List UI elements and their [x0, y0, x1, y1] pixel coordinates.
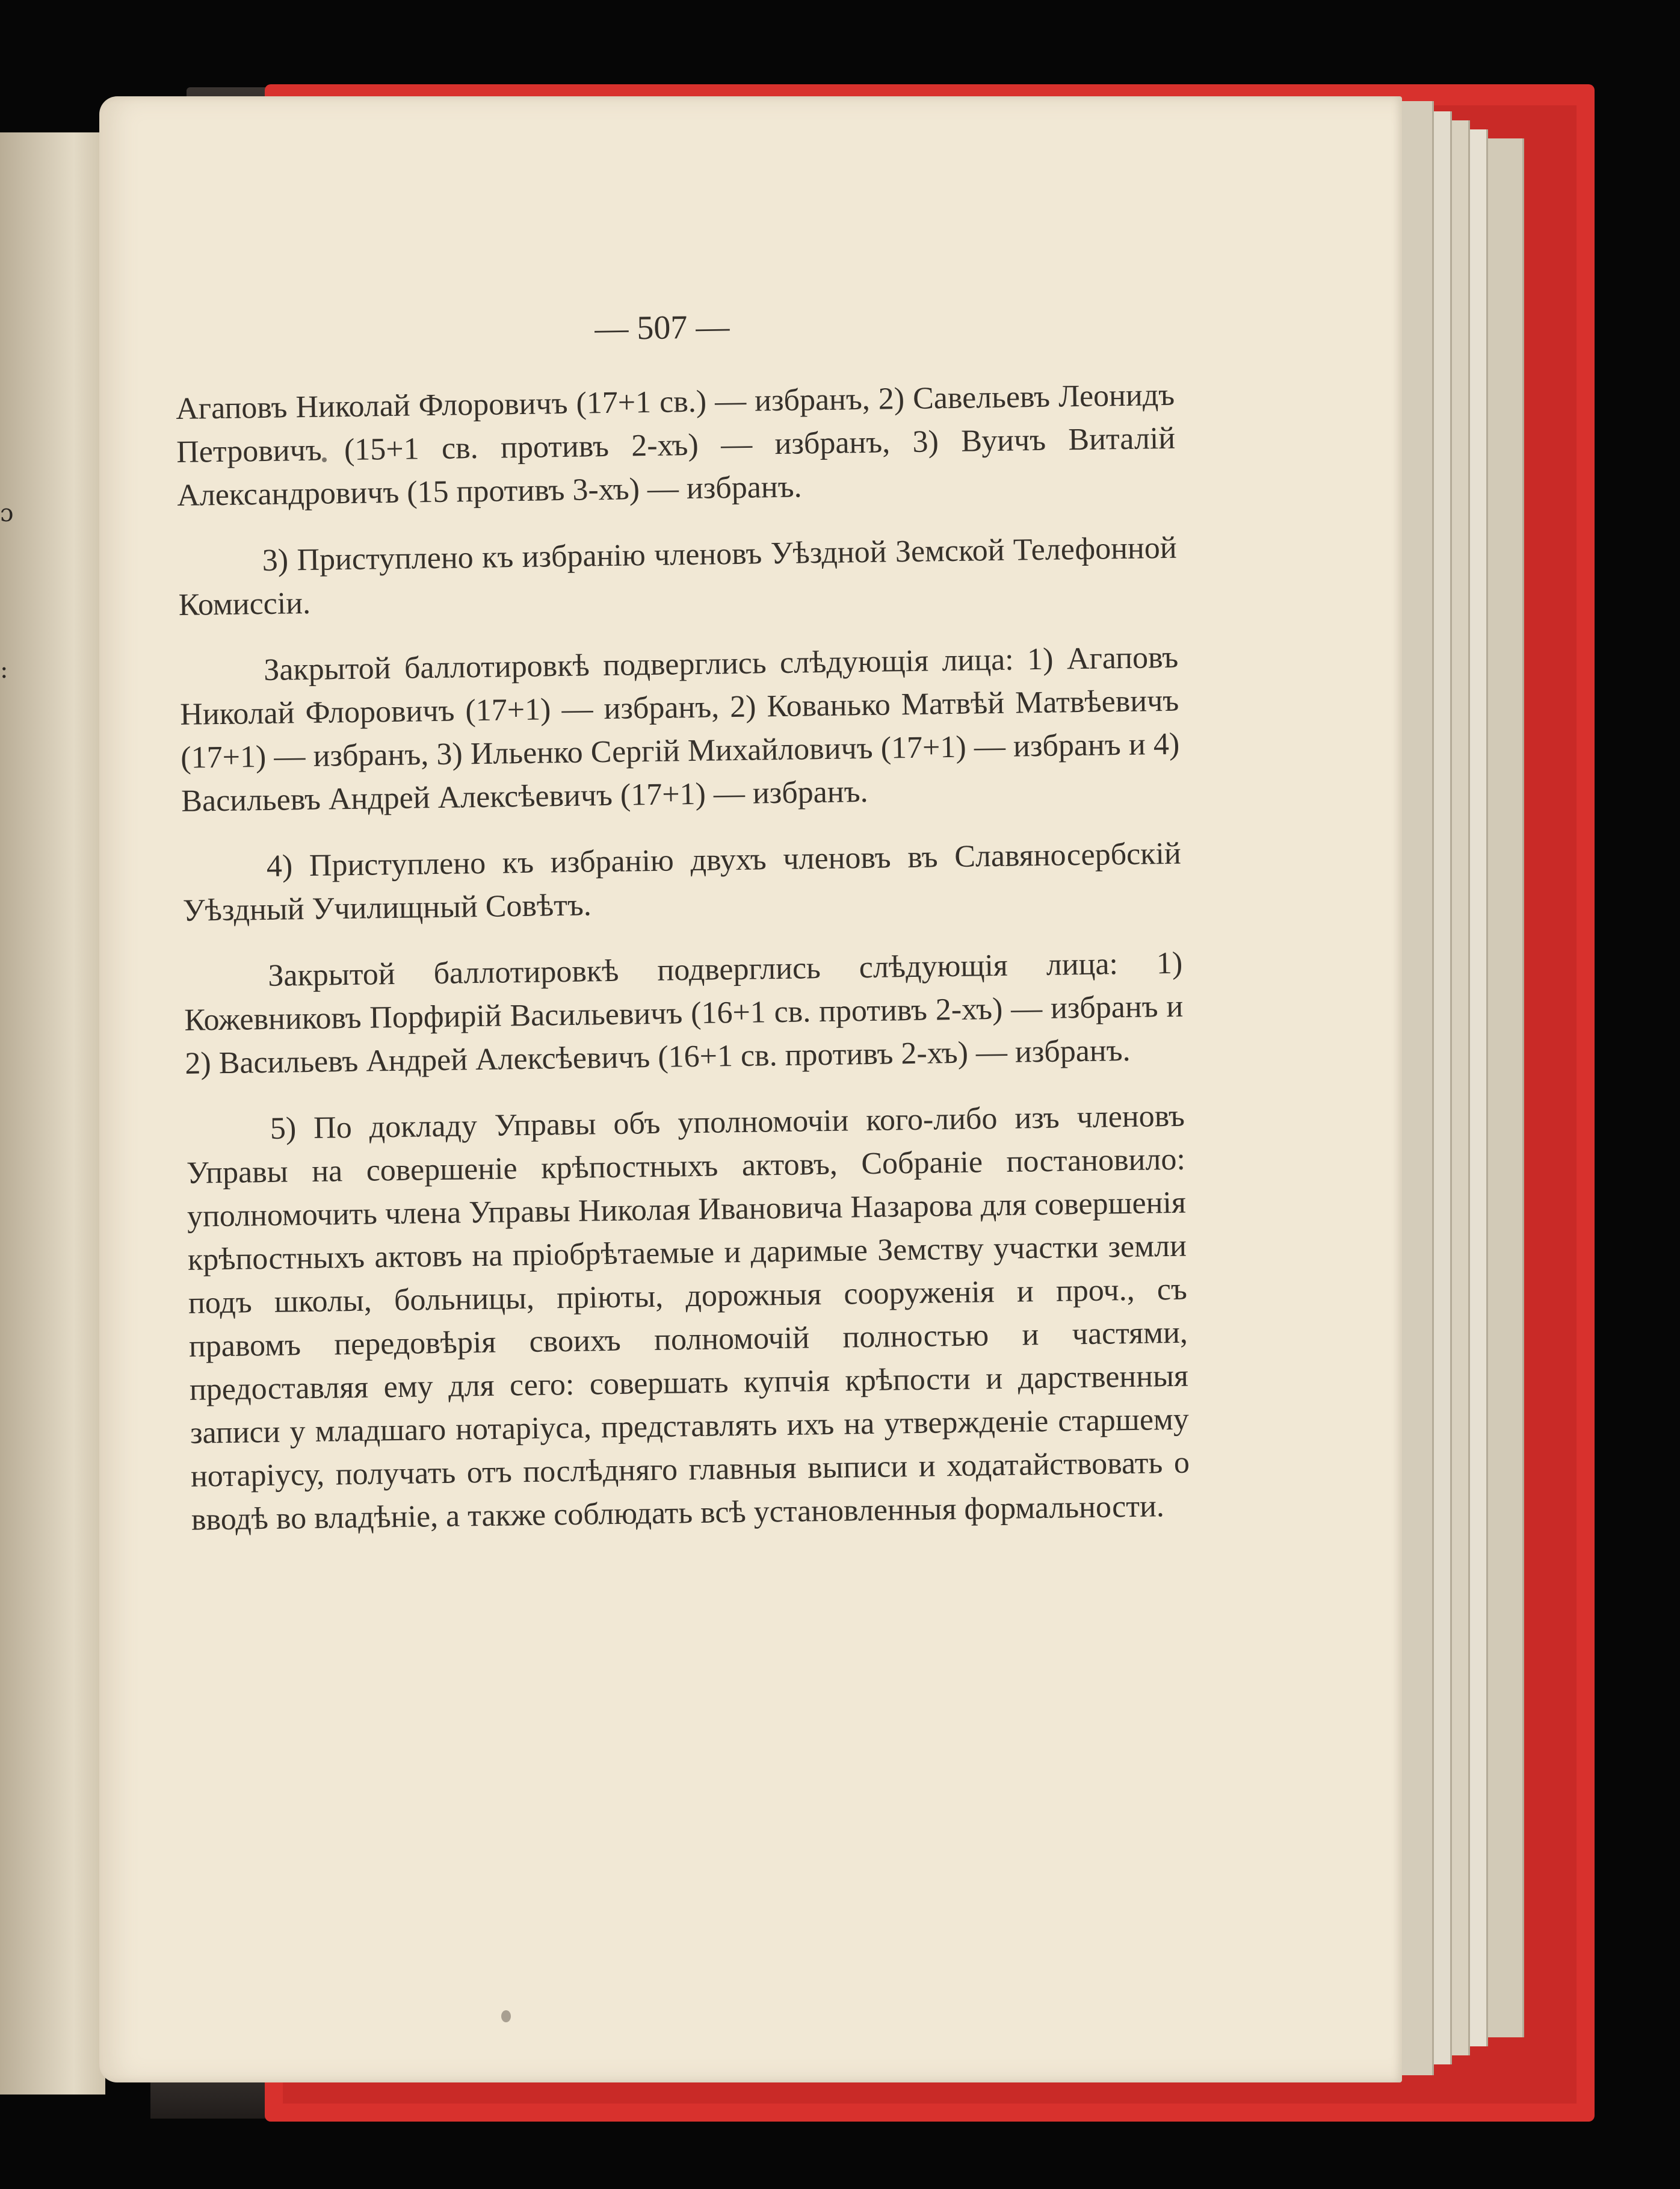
paragraph: Закрытой баллотировкѣ подверглись слѣдующія лица: 1) Кожевниковъ Порфирій Васильевичъ (16+1 св. противъ 2-хъ) — избранъ и 2) Васильевъ Андрей Алексѣевичъ (16+1 св. противъ 2-хъ) — избранъ. — [184, 946, 1184, 1081]
paragraph: 3) Приступлено къ избранію членовъ Уѣздной Земской Телефонной Комиссіи. — [178, 530, 1178, 622]
page-number: — 507 — — [594, 308, 730, 348]
left-page-glyph: : — [0, 656, 8, 684]
paragraph: Агаповъ Николай Флоровичъ (17+1 св.) — избранъ, 2) Савельевъ Леонидъ Петровичъ (15+1 св. противъ 2-хъ) — избранъ, 3) Вуичъ Виталій Александровичъ (15 противъ 3-хъ) — избранъ. — [175, 377, 1176, 513]
left-page-glyph: ɔ — [0, 500, 14, 527]
page-text — [174, 299, 1191, 1565]
paper-blemish — [501, 2010, 511, 2022]
left-facing-page — [0, 132, 105, 2095]
paragraph: 5) По докладу Управы объ уполномочіи кого-либо изъ членовъ Управы на совершеніе крѣпостныхъ актовъ, Собраніе постановило: уполномочить члена Управы Николая Ивановича Назарова для совершенія крѣпостныхъ актовъ на пріобрѣтаемые и даримые Земству участки земли подъ школы, больницы, пріюты, дорожныя сооруженія и проч., съ правомъ передовѣрія своихъ полномочій полностью и частями, предоставляя ему для сего: совершать купчія крѣпости и дарственныя записи у младшаго нотаріуса, представлять ихъ на утвержденіе старшему нотаріусу, получать отъ послѣдняго главныя выписи и ходатайствовать о вводѣ во владѣніе, а также соблюдать всѣ установленныя формальности. — [186, 1098, 1190, 1537]
paragraph: Закрытой баллотировкѣ подверглись слѣдующія лица: 1) Агаповъ Николай Флоровичъ (17+1) — избранъ, 2) Кованько Матвѣй Матвѣевичъ (17+1) — избранъ, 3) Ильенко Сергій Михайловичъ (17+1) — избранъ и 4) Васильевъ Андрей Алексѣевичъ (17+1) — избранъ. — [179, 640, 1180, 819]
paragraph: 4) Приступлено къ избранію двухъ членовъ въ Славяносербскій Уѣздный Училищный Совѣтъ. — [182, 836, 1182, 928]
